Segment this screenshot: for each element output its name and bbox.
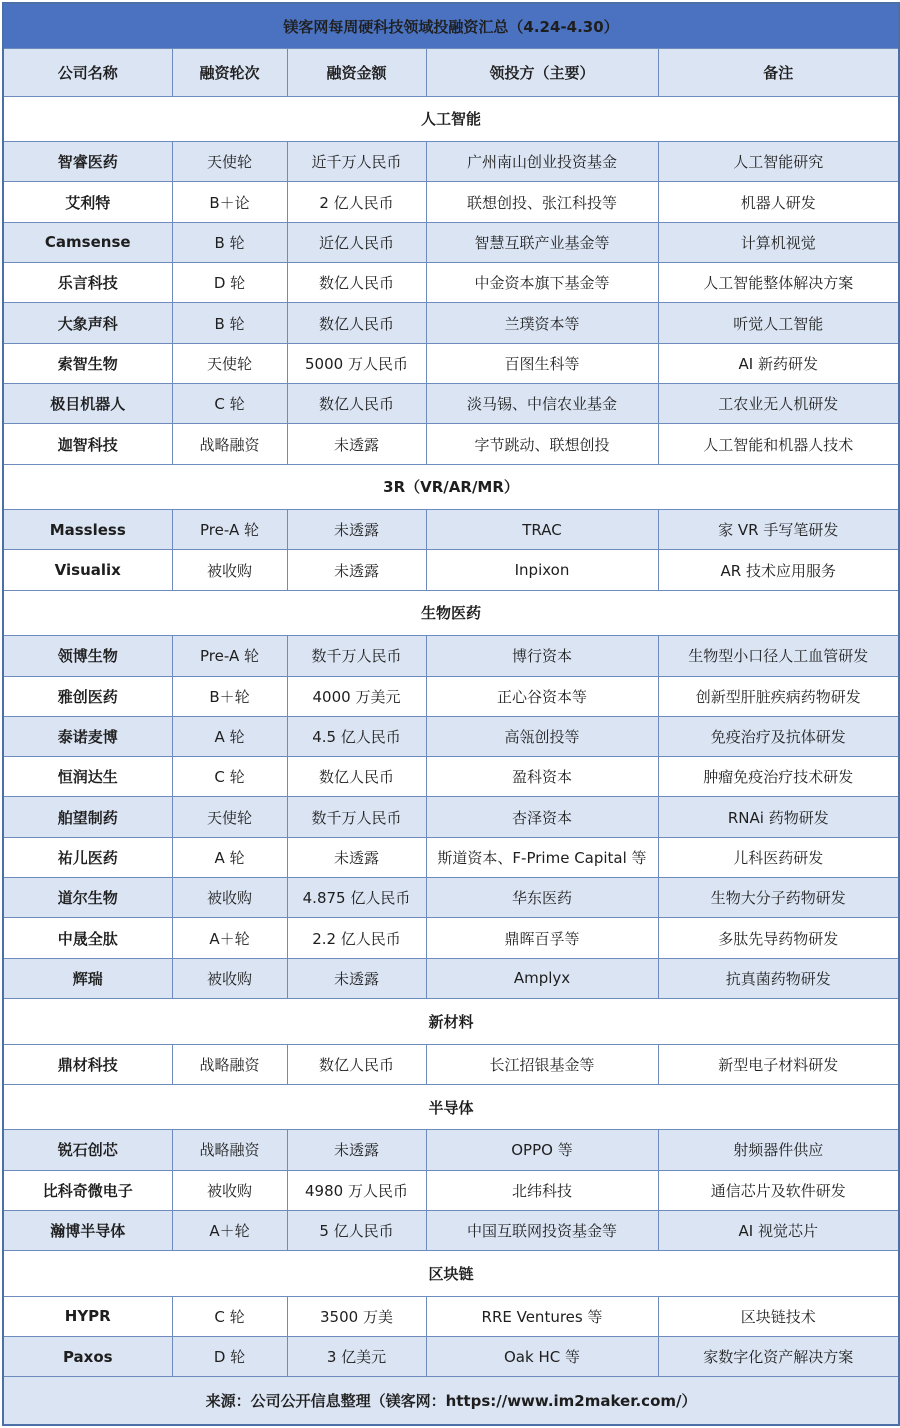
round-cell: 战略融资: [172, 1130, 287, 1170]
lead-investor-cell: OPPO 等: [426, 1130, 658, 1170]
company-name-cell: HYPR: [3, 1296, 172, 1336]
section-header-row: [3, 464, 899, 509]
table-row: [3, 510, 899, 550]
notes-cell: 射频器件供应: [658, 1130, 899, 1170]
notes-cell: 人工智能和机器人技术: [658, 424, 899, 464]
company-name-cell: 锐石创芯: [3, 1130, 172, 1170]
round-cell: Pre-A 轮: [172, 510, 287, 550]
lead-investor-cell: RRE Ventures 等: [426, 1296, 658, 1336]
round-cell: C 轮: [172, 757, 287, 797]
company-name-cell: 艾利特: [3, 182, 172, 222]
section-title: 生物医药: [3, 590, 899, 635]
section-title: 新材料: [3, 999, 899, 1044]
header-round: 融资轮次: [172, 49, 287, 96]
amount-cell: 数千万人民币: [287, 636, 426, 676]
table-row: [3, 676, 899, 716]
amount-cell: 未透露: [287, 1130, 426, 1170]
section-header-row: [3, 1084, 899, 1129]
amount-cell: 数千万人民币: [287, 797, 426, 837]
amount-cell: 近千万人民币: [287, 142, 426, 182]
header-amount: 融资金额: [287, 49, 426, 96]
amount-cell: 3 亿美元: [287, 1336, 426, 1376]
lead-investor-cell: 华东医药: [426, 878, 658, 918]
round-cell: 天使轮: [172, 343, 287, 383]
notes-cell: 新型电子材料研发: [658, 1044, 899, 1084]
round-cell: B 轮: [172, 303, 287, 343]
company-name-cell: 大象声科: [3, 303, 172, 343]
table-row: [3, 1336, 899, 1376]
table-row: [3, 797, 899, 837]
section-title: 3R（VR/AR/MR）: [3, 464, 899, 509]
notes-cell: 生物大分子药物研发: [658, 878, 899, 918]
notes-cell: 人工智能整体解决方案: [658, 263, 899, 303]
table-row: [3, 263, 899, 303]
notes-cell: RNAi 药物研发: [658, 797, 899, 837]
company-name-cell: 道尔生物: [3, 878, 172, 918]
notes-cell: 机器人研发: [658, 182, 899, 222]
round-cell: 战略融资: [172, 424, 287, 464]
amount-cell: 数亿人民币: [287, 1044, 426, 1084]
amount-cell: 数亿人民币: [287, 263, 426, 303]
company-name-cell: 智睿医药: [3, 142, 172, 182]
lead-investor-cell: 淡马锡、中信农业基金: [426, 384, 658, 424]
table-row: [3, 343, 899, 383]
section-header-row: [3, 999, 899, 1044]
round-cell: A＋轮: [172, 1210, 287, 1250]
lead-investor-cell: Inpixon: [426, 550, 658, 590]
footer-row: [3, 1377, 899, 1425]
lead-investor-cell: 高瓴创投等: [426, 716, 658, 756]
notes-cell: 生物型小口径人工血管研发: [658, 636, 899, 676]
company-name-cell: Paxos: [3, 1336, 172, 1376]
source-note: 来源：公司公开信息整理（镁客网：https://www.im2maker.com/）: [3, 1377, 899, 1425]
round-cell: B＋轮: [172, 676, 287, 716]
amount-cell: 未透露: [287, 837, 426, 877]
round-cell: 被收购: [172, 958, 287, 998]
lead-investor-cell: 百图生科等: [426, 343, 658, 383]
round-cell: 被收购: [172, 550, 287, 590]
company-name-cell: 比科奇微电子: [3, 1170, 172, 1210]
company-name-cell: 辉瑞: [3, 958, 172, 998]
amount-cell: 数亿人民币: [287, 757, 426, 797]
table-row: [3, 182, 899, 222]
lead-investor-cell: 博行资本: [426, 636, 658, 676]
round-cell: A 轮: [172, 837, 287, 877]
table-row: [3, 1210, 899, 1250]
financing-summary-table: [2, 2, 900, 1426]
notes-cell: 肿瘤免疫治疗技术研发: [658, 757, 899, 797]
round-cell: 战略融资: [172, 1044, 287, 1084]
amount-cell: 未透露: [287, 510, 426, 550]
round-cell: 天使轮: [172, 797, 287, 837]
header-notes: 备注: [658, 49, 899, 96]
table-row: [3, 142, 899, 182]
company-name-cell: 恒润达生: [3, 757, 172, 797]
notes-cell: 多肽先导药物研发: [658, 918, 899, 958]
lead-investor-cell: 长江招银基金等: [426, 1044, 658, 1084]
notes-cell: AI 视觉芯片: [658, 1210, 899, 1250]
amount-cell: 5 亿人民币: [287, 1210, 426, 1250]
company-name-cell: Massless: [3, 510, 172, 550]
notes-cell: 创新型肝脏疾病药物研发: [658, 676, 899, 716]
amount-cell: 2.2 亿人民币: [287, 918, 426, 958]
round-cell: A＋轮: [172, 918, 287, 958]
lead-investor-cell: 北纬科技: [426, 1170, 658, 1210]
table-row: [3, 1170, 899, 1210]
lead-investor-cell: 正心谷资本等: [426, 676, 658, 716]
section-title: 半导体: [3, 1084, 899, 1129]
lead-investor-cell: 中金资本旗下基金等: [426, 263, 658, 303]
table-row: [3, 1296, 899, 1336]
round-cell: C 轮: [172, 384, 287, 424]
table-row: [3, 837, 899, 877]
amount-cell: 4.875 亿人民币: [287, 878, 426, 918]
lead-investor-cell: Amplyx: [426, 958, 658, 998]
notes-cell: 免疫治疗及抗体研发: [658, 716, 899, 756]
notes-cell: 听觉人工智能: [658, 303, 899, 343]
table-row: [3, 550, 899, 590]
lead-investor-cell: 广州南山创业投资基金: [426, 142, 658, 182]
table-row: [3, 958, 899, 998]
section-header-row: [3, 96, 899, 141]
company-name-cell: 索智生物: [3, 343, 172, 383]
round-cell: B＋论: [172, 182, 287, 222]
lead-investor-cell: 盈科资本: [426, 757, 658, 797]
table-row: [3, 878, 899, 918]
amount-cell: 4.5 亿人民币: [287, 716, 426, 756]
notes-cell: 工农业无人机研发: [658, 384, 899, 424]
table-row: [3, 303, 899, 343]
notes-cell: 家数字化资产解决方案: [658, 1336, 899, 1376]
notes-cell: 人工智能研究: [658, 142, 899, 182]
company-name-cell: 鼎材科技: [3, 1044, 172, 1084]
table-row: [3, 636, 899, 676]
company-name-cell: 极目机器人: [3, 384, 172, 424]
company-name-cell: 乐言科技: [3, 263, 172, 303]
lead-investor-cell: 斯道资本、F-Prime Capital 等: [426, 837, 658, 877]
lead-investor-cell: 智慧互联产业基金等: [426, 222, 658, 262]
table-row: [3, 757, 899, 797]
company-name-cell: 祐儿医药: [3, 837, 172, 877]
company-name-cell: 中晟全肽: [3, 918, 172, 958]
company-name-cell: 迦智科技: [3, 424, 172, 464]
round-cell: Pre-A 轮: [172, 636, 287, 676]
round-cell: A 轮: [172, 716, 287, 756]
round-cell: 被收购: [172, 878, 287, 918]
company-name-cell: 领博生物: [3, 636, 172, 676]
section-header-row: [3, 590, 899, 635]
round-cell: D 轮: [172, 1336, 287, 1376]
lead-investor-cell: 联想创投、张江科投等: [426, 182, 658, 222]
company-name-cell: 舶望制药: [3, 797, 172, 837]
header-company: 公司名称: [3, 49, 172, 96]
table-row: [3, 918, 899, 958]
lead-investor-cell: 鼎晖百孚等: [426, 918, 658, 958]
notes-cell: 通信芯片及软件研发: [658, 1170, 899, 1210]
notes-cell: 区块链技术: [658, 1296, 899, 1336]
company-name-cell: Visualix: [3, 550, 172, 590]
table-row: [3, 222, 899, 262]
round-cell: D 轮: [172, 263, 287, 303]
round-cell: 被收购: [172, 1170, 287, 1210]
notes-cell: 抗真菌药物研发: [658, 958, 899, 998]
title-row: [3, 3, 899, 49]
lead-investor-cell: 字节跳动、联想创投: [426, 424, 658, 464]
round-cell: B 轮: [172, 222, 287, 262]
notes-cell: AI 新药研发: [658, 343, 899, 383]
section-title: 人工智能: [3, 96, 899, 141]
header-lead-investor: 领投方（主要）: [426, 49, 658, 96]
amount-cell: 未透露: [287, 424, 426, 464]
round-cell: C 轮: [172, 1296, 287, 1336]
amount-cell: 数亿人民币: [287, 303, 426, 343]
table-row: [3, 716, 899, 756]
page-title: 镁客网每周硬科技领域投融资汇总（4.24-4.30）: [3, 3, 899, 49]
amount-cell: 5000 万人民币: [287, 343, 426, 383]
amount-cell: 未透露: [287, 550, 426, 590]
amount-cell: 数亿人民币: [287, 384, 426, 424]
header-row: [3, 49, 899, 96]
amount-cell: 2 亿人民币: [287, 182, 426, 222]
notes-cell: 计算机视觉: [658, 222, 899, 262]
notes-cell: AR 技术应用服务: [658, 550, 899, 590]
section-header-row: [3, 1251, 899, 1296]
amount-cell: 4000 万美元: [287, 676, 426, 716]
amount-cell: 4980 万人民币: [287, 1170, 426, 1210]
section-title: 区块链: [3, 1251, 899, 1296]
amount-cell: 3500 万美: [287, 1296, 426, 1336]
table-row: [3, 384, 899, 424]
lead-investor-cell: 杏泽资本: [426, 797, 658, 837]
table-row: [3, 424, 899, 464]
company-name-cell: 泰诺麦博: [3, 716, 172, 756]
company-name-cell: 雅创医药: [3, 676, 172, 716]
lead-investor-cell: TRAC: [426, 510, 658, 550]
amount-cell: 未透露: [287, 958, 426, 998]
notes-cell: 家 VR 手写笔研发: [658, 510, 899, 550]
company-name-cell: Camsense: [3, 222, 172, 262]
company-name-cell: 瀚博半导体: [3, 1210, 172, 1250]
table-row: [3, 1130, 899, 1170]
lead-investor-cell: Oak HC 等: [426, 1336, 658, 1376]
lead-investor-cell: 兰璞资本等: [426, 303, 658, 343]
notes-cell: 儿科医药研发: [658, 837, 899, 877]
table-row: [3, 1044, 899, 1084]
round-cell: 天使轮: [172, 142, 287, 182]
amount-cell: 近亿人民币: [287, 222, 426, 262]
lead-investor-cell: 中国互联网投资基金等: [426, 1210, 658, 1250]
